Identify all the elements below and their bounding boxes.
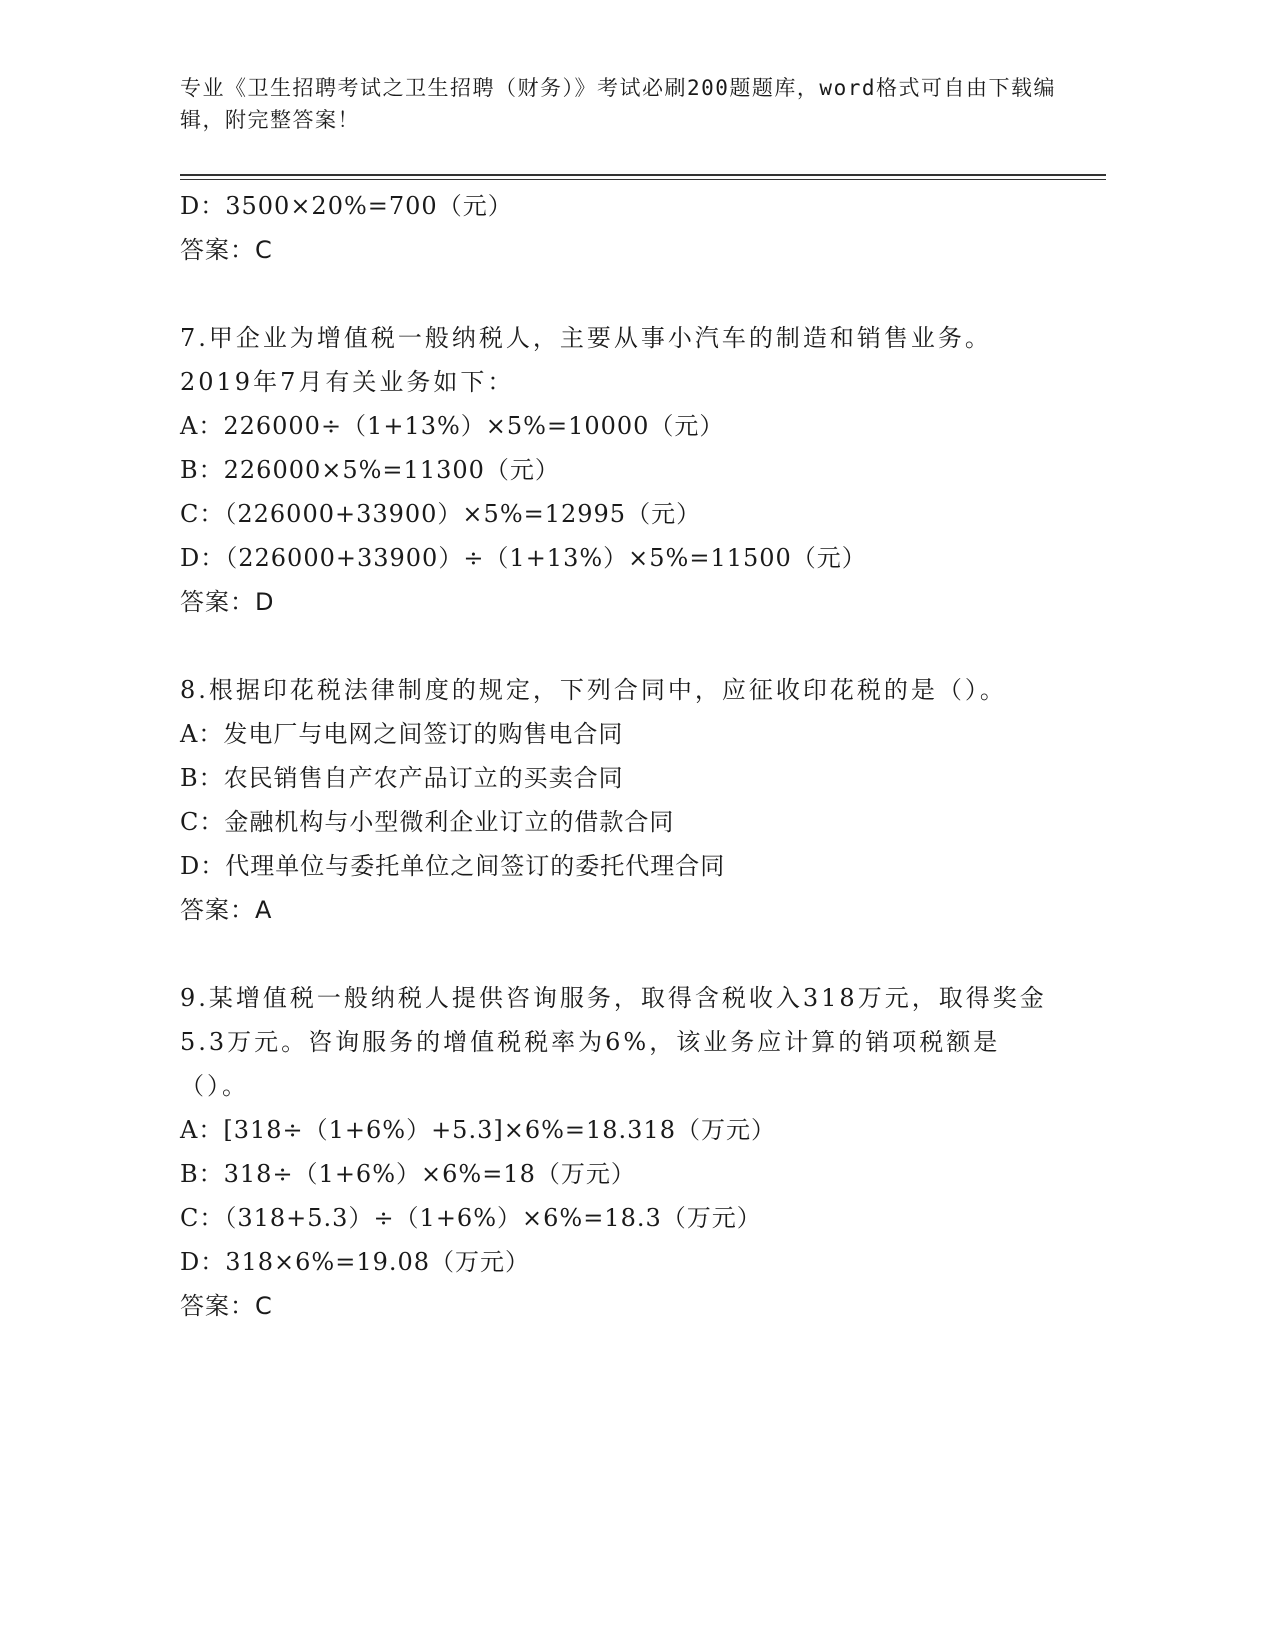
option-d: D：代理单位与委托单位之间签订的委托代理合同 (180, 852, 726, 880)
question-stem: 7.甲企业为增值税一般纳税人，主要从事小汽车的制造和销售业务。2019年7月有关业务如下： (180, 324, 992, 396)
option-c: C：（318+5.3）÷（1+6%）×6%=18.3（万元） (180, 1204, 762, 1232)
option-b: B：农民销售自产农产品订立的买卖合同 (180, 764, 624, 792)
spacer (180, 624, 1060, 668)
prev-option-d: D：3500×20%=700（元） (180, 192, 513, 220)
question-stem: 9.某增值税一般纳税人提供咨询服务，取得含税收入318万元，取得奖金5.3万元。咨询服务的增值税税率为6%，该业务应计算的销项税额是（）。 (180, 984, 1047, 1100)
spacer (180, 272, 1060, 316)
option-a: A：发电厂与电网之间签订的购售电合同 (180, 720, 624, 748)
spacer (180, 932, 1060, 976)
document-header: 专业《卫生招聘考试之卫生招聘（财务）》考试必刷200题题库，word格式可自由下载编辑，附完整答案！ (180, 76, 1056, 132)
option-d: D：（226000+33900）÷（1+13%）×5%=11500（元） (180, 544, 867, 572)
option-d: D：318×6%=19.08（万元） (180, 1248, 531, 1276)
question-content (180, 184, 1060, 1328)
question-stem: 8.根据印花税法律制度的规定，下列合同中，应征收印花税的是（）。 (180, 676, 1007, 704)
prev-answer: 答案：C (180, 236, 273, 264)
option-a: A：226000÷（1+13%）×5%=10000（元） (180, 412, 725, 440)
option-b: B：226000×5%=11300（元） (180, 456, 560, 484)
question-7 (180, 316, 1060, 624)
question-answer: 答案：A (180, 896, 273, 924)
header-divider-thin (180, 179, 1106, 180)
question-answer: 答案：C (180, 1292, 273, 1320)
option-a: A：[318÷（1+6%）+5.3]×6%=18.318（万元） (180, 1116, 776, 1144)
header-divider (180, 174, 1106, 176)
option-c: C：金融机构与小型微利企业订立的借款合同 (180, 808, 675, 836)
question-9 (180, 976, 1060, 1328)
option-c: C：（226000+33900）×5%=12995（元） (180, 500, 702, 528)
option-b: B：318÷（1+6%）×6%=18（万元） (180, 1160, 636, 1188)
question-answer: 答案：D (180, 588, 275, 616)
question-8 (180, 668, 1060, 932)
